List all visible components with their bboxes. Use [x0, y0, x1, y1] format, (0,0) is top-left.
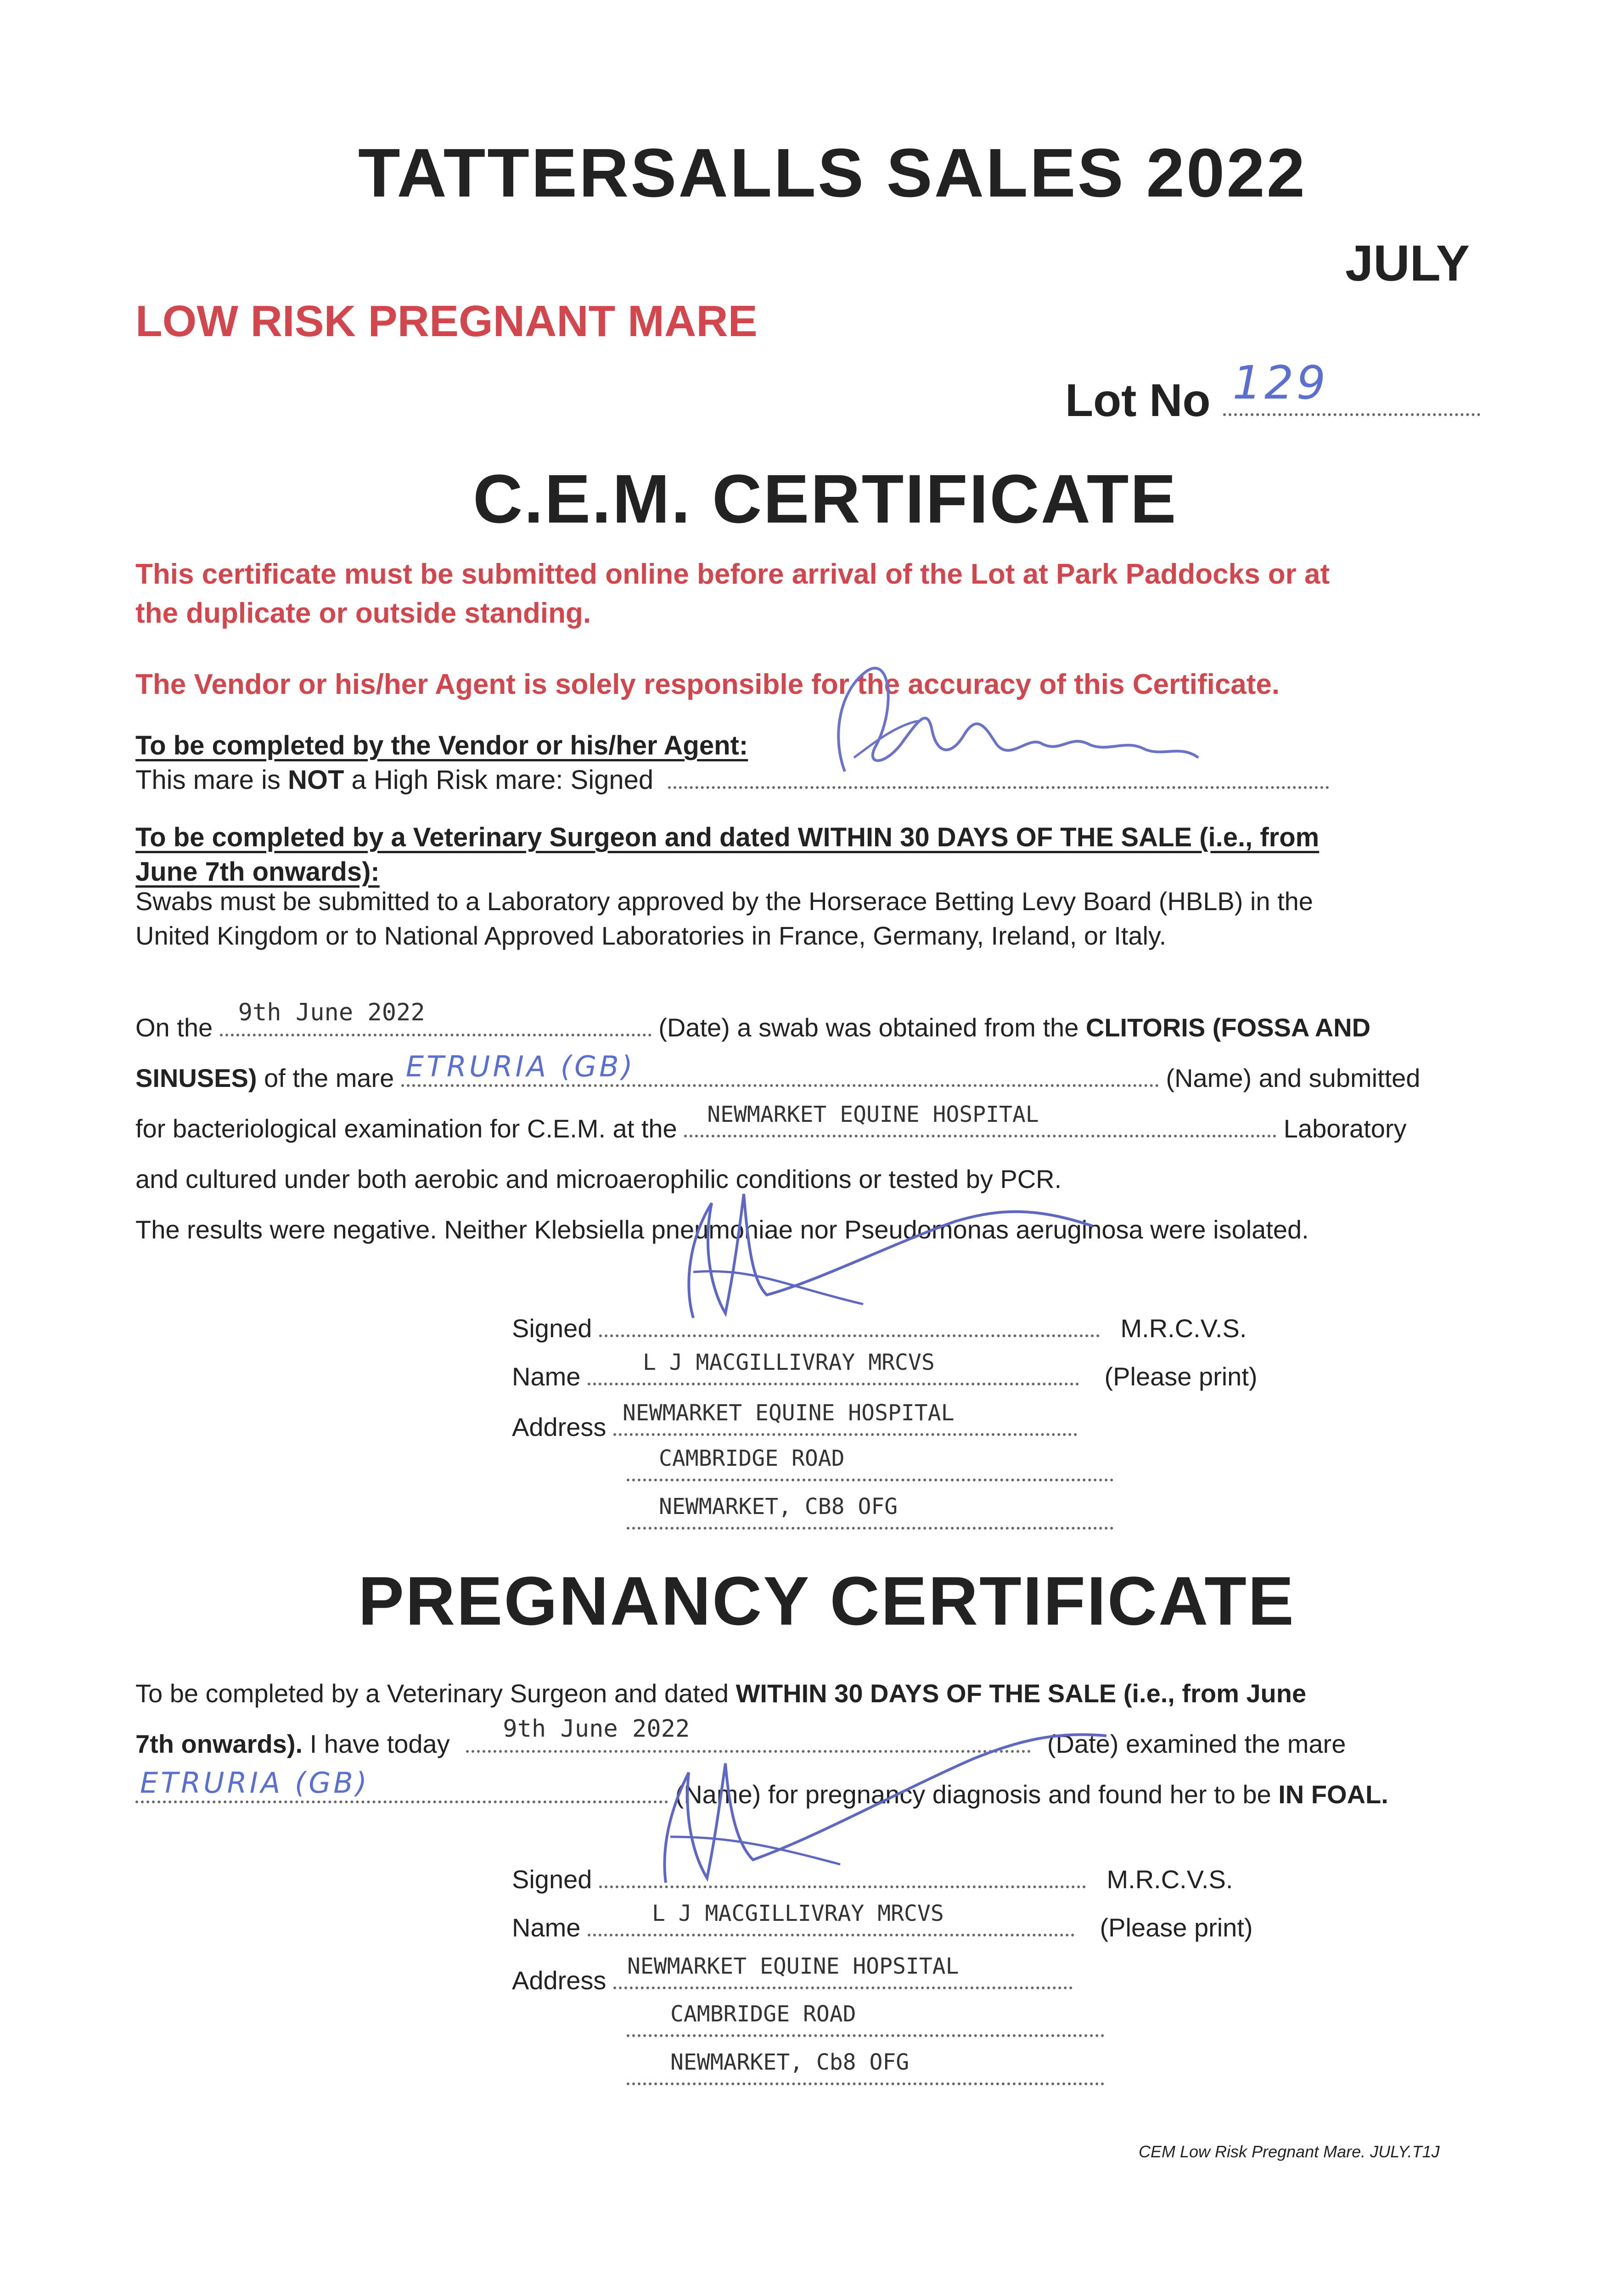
swab-date-line: On the 9th June 2022 (Date) a swab was obtained from the CLITORIS (FOSSA AND — [135, 999, 1371, 1042]
lot-value: 129 — [1232, 356, 1329, 410]
swab-date-value: 9th June 2022 — [238, 999, 425, 1026]
cem-vet-signature — [634, 1176, 1185, 1322]
pregnancy-name-row: Name L J MACGILLIVRAY MRCVS (Please print) — [512, 1901, 1253, 1942]
cem-address-line-2: CAMBRIDGE ROAD — [659, 1446, 845, 1471]
vendor-section-heading: To be completed by the Vendor or his/her Agent: — [135, 731, 748, 760]
swab-requirement: Swabs must be submitted to a Laboratory approved by the Horserace Betting Levy Board (HBLB) in the — [135, 887, 1313, 916]
pregnancy-signed-row: Signed M.R.C.V.S. — [512, 1865, 1233, 1894]
cem-vet-name: L J MACGILLIVRAY MRCVS — [642, 1350, 935, 1375]
pregnancy-address-line-2: CAMBRIDGE ROAD — [670, 2001, 856, 2027]
swab-requirement-cont: United Kingdom or to National Approved Laboratories in France, Germany, Ireland, or Italy. — [135, 921, 1167, 950]
pregnancy-vet-signature — [624, 1699, 1175, 1892]
document-title: TATTERSALLS SALES 2022 — [358, 134, 1307, 211]
pregnancy-address-row: Address NEWMARKET EQUINE HOPSITAL — [512, 1965, 1073, 1995]
cem-address-row: Address NEWMARKET EQUINE HOSPITAL — [512, 1412, 1077, 1442]
vet-section-heading-cont: June 7th onwards): — [135, 857, 380, 887]
mare-name-line: SINUSES) of the mare ETRURIA (GB) (Name) and submitted — [135, 1050, 1421, 1092]
cem-mare-name: ETRURIA (GB) — [405, 1050, 635, 1083]
culture-statement: and cultured under both aerobic and microaerophilic conditions or tested by PCR. — [135, 1165, 1062, 1193]
cem-address-line-1: NEWMARKET EQUINE HOSPITAL — [623, 1400, 955, 1426]
pregnancy-instruction: To be completed by a Veterinary Surgeon and dated WITHIN 30 DAYS OF THE SALE (i.e., from June — [135, 1679, 1307, 1708]
pregnancy-address-line-3: NEWMARKET, Cb8 OFG — [670, 2049, 910, 2075]
online-submission-notice-cont: the duplicate or outside standing. — [135, 597, 591, 629]
lot-number-field — [1065, 356, 1480, 427]
mare-category: LOW RISK PREGNANT MARE — [135, 297, 758, 346]
vendor-responsibility-notice: The Vendor or his/her Agent is solely responsible for the accuracy of this Certificate. — [135, 669, 1280, 700]
vendor-statement: This mare is NOT a High Risk mare: Signed — [135, 765, 1329, 795]
pregnancy-address-line-1: NEWMARKET EQUINE HOPSITAL — [627, 1953, 959, 1979]
cem-address-line-3: NEWMARKET, CB8 OFG — [659, 1494, 898, 1519]
sale-month: JULY — [1345, 235, 1470, 292]
cem-signed-row: Signed M.R.C.V.S. — [512, 1314, 1247, 1343]
vendor-signature — [813, 652, 1272, 799]
lot-label: Lot No — [1065, 375, 1211, 426]
pregnancy-mare-name: ETRURIA (GB) — [140, 1766, 370, 1800]
pregnancy-certificate-title: PREGNANCY CERTIFICATE — [358, 1562, 1295, 1639]
pregnancy-date-value: 9th June 2022 — [503, 1715, 690, 1743]
vet-section-heading: To be completed by a Veterinary Surgeon and dated WITHIN 30 DAYS OF THE SALE (i.e., from — [135, 822, 1320, 852]
laboratory-name: NEWMARKET EQUINE HOSPITAL — [707, 1102, 1039, 1127]
pregnancy-vet-name: L J MACGILLIVRAY MRCVS — [651, 1901, 944, 1926]
pregnancy-result-line: ETRURIA (GB) (Name) for pregnancy diagnosis and found her to be IN FOAL. — [135, 1779, 1388, 1809]
cem-certificate-title: C.E.M. CERTIFICATE — [473, 460, 1178, 537]
form-reference: CEM Low Risk Pregnant Mare. JULY.T1J — [1139, 2142, 1440, 2161]
cem-name-row: Name L J MACGILLIVRAY MRCVS (Please print) — [512, 1350, 1258, 1391]
laboratory-line: for bacteriological examination for C.E.M. at the NEWMARKET EQUINE HOSPITAL Laboratory — [135, 1102, 1407, 1143]
pregnancy-date-line: 7th onwards). I have today 9th June 2022 (Date) examined the mare — [135, 1715, 1346, 1758]
results-statement: The results were negative. Neither Klebsiella pneumoniae nor Pseudomonas aeruginosa were isolated. — [135, 1215, 1309, 1244]
online-submission-notice: This certificate must be submitted online before arrival of the Lot at Park Paddocks or at — [135, 558, 1330, 590]
